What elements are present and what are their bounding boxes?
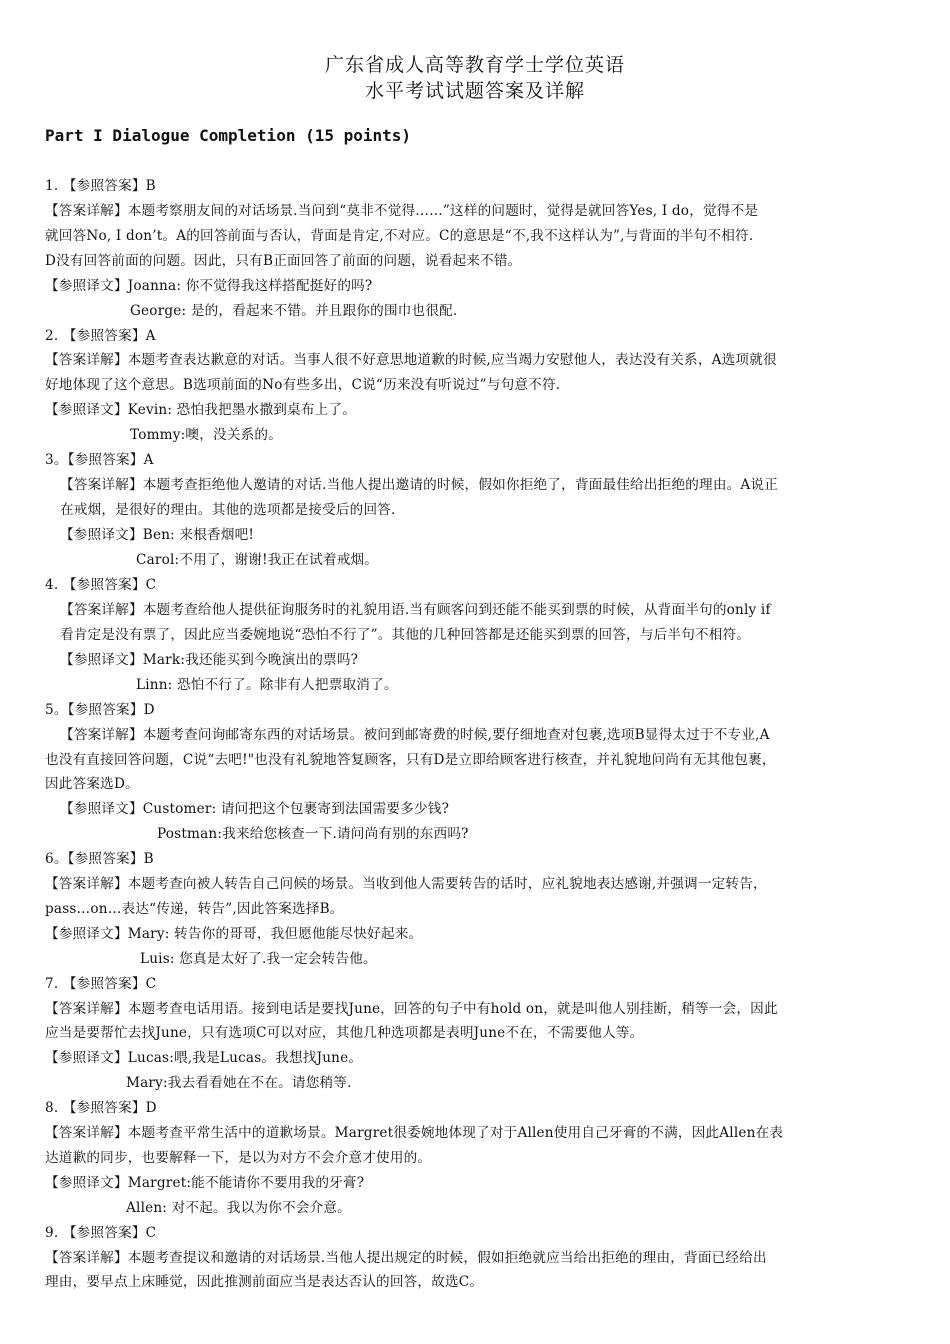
text-line: 【答案详解】本题考查平常生活中的道歉场景。Margret很委婉地体现了对于Allen使用自己牙膏的不满，因此Allen在表 xyxy=(45,1125,784,1141)
document-title-line-1: 广东省成人高等教育学士学位英语 xyxy=(324,54,625,76)
text-line: 【答案详解】本题考查提议和邀请的对话场景.当他人提出规定的时候，假如拒绝就应当给出拒绝的理由，背面已经给出 xyxy=(45,1250,767,1266)
text-line: 6。【参照答案】B xyxy=(45,851,154,867)
text-line: Luis: 您真是太好了.我一定会转告他。 xyxy=(140,951,377,967)
text-line: 【参照译文】Mark:我还能买到今晚演出的票吗? xyxy=(60,652,359,668)
text-line: 【参照译文】Lucas:喂,我是Lucas。我想找June。 xyxy=(45,1050,363,1066)
text-line: 好地体现了这个意思。B选项前面的No有些多出，C说“历来没有听说过”与句意不符. xyxy=(45,377,561,393)
text-line: 【答案详解】本题考查表达歉意的对话。当事人很不好意思地道歉的时候,应当竭力安慰他人，表达没有关系，A选项就很 xyxy=(45,352,777,368)
text-line: 【答案详解】本题考查向被人转告自己问候的场景。当收到他人需要转告的话时，应礼貌地表达感谢,并强调一定转告， xyxy=(45,876,767,892)
text-line: 【参照译文】Mary: 转告你的哥哥，我但愿他能尽快好起来。 xyxy=(45,926,423,942)
text-line: 1. 【参照答案】B xyxy=(45,178,156,194)
text-line: 【答案详解】本题考查拒绝他人邀请的对话.当他人提出邀请的时候，假如你拒绝了，背面最佳给出拒绝的理由。A说正 xyxy=(60,477,779,493)
text-line: 也没有直接回答问题，C说“去吧!"也没有礼貌地答复顾客，只有D是立即给顾客进行核查，并礼貌地问尚有无其他包裹， xyxy=(45,752,776,768)
text-line: 【参照译文】Ben: 来根香烟吧! xyxy=(60,527,255,543)
document-title-line-2: 水平考试试题答案及详解 xyxy=(364,80,585,102)
text-line: 【参照译文】Joanna: 你不觉得我这样搭配挺好的吗? xyxy=(45,278,373,294)
text-line: 就回答No, I don’t。A的回答前面与否认，背面是肯定,不对应。C的意思是“不,我不这样认为”,与背面的半句不相符. xyxy=(45,228,754,244)
text-line: 应当是要帮忙去找June，只有选项C可以对应，其他几种选项都是表明June不在，不需要他人等。 xyxy=(45,1025,644,1041)
text-line: 3。【参照答案】A xyxy=(45,452,154,468)
text-line: 【答案详解】本题考查给他人提供征询服务时的礼貌用语.当有顾客问到还能不能买到票的时候，从背面半句的only if xyxy=(60,602,771,618)
text-line: 在戒烟，是很好的理由。其他的选项都是接受后的回答. xyxy=(60,502,396,518)
text-line: Tommy:噢，没关系的。 xyxy=(130,427,282,443)
text-line: George: 是的，看起来不错。并且跟你的围巾也很配. xyxy=(130,303,458,319)
text-line: 看肯定是没有票了，因此应当委婉地说“恐怕不行了”。其他的几种回答都是还能买到票的回答，与后半句不相符。 xyxy=(60,627,751,643)
text-line: Allen: 对不起。我以为你不会介意。 xyxy=(126,1200,351,1216)
text-line: 2. 【参照答案】A xyxy=(45,328,156,344)
text-line: pass…on…表达“传递，转告”,因此答案选择B。 xyxy=(45,901,344,917)
text-line: 【参照译文】Margret:能不能请你不要用我的牙膏? xyxy=(45,1175,365,1191)
text-line: 【答案详解】本题考查问询邮寄东西的对话场景。被问到邮寄费的时候,要仔细地查对包裹,选项B显得太过于不专业,A xyxy=(60,727,770,743)
text-line: Carol:不用了，谢谢!我正在试着戒烟。 xyxy=(136,552,379,568)
text-line: 9. 【参照答案】C xyxy=(45,1225,157,1241)
text-line: 【参照译文】Customer: 请问把这个包裹寄到法国需要多少钱? xyxy=(60,801,450,817)
text-line: 因此答案选D。 xyxy=(45,776,139,792)
text-line: 7. 【参照答案】C xyxy=(45,976,157,992)
text-line: 【答案详解】本题考察朋友间的对话场景.当问到“莫非不觉得……”这样的问题时，觉得是就回答Yes, I do，觉得不是 xyxy=(45,203,759,219)
text-line: 达道歉的同步，也要解释一下，是以为对方不会介意才使用的。 xyxy=(45,1150,432,1166)
text-line: 【答案详解】本题考查电话用语。接到电话是要找June，回答的句子中有hold on，就是叫他人别挂断，稍等一会，因此 xyxy=(45,1001,778,1017)
text-line: Linn: 恐怕不行了。除非有人把票取消了。 xyxy=(136,677,398,693)
part-heading: Part I Dialogue Completion (15 points) xyxy=(45,126,412,145)
text-line: D没有回答前面的问题。因此，只有B正面回答了前面的问题，说看起来不错。 xyxy=(45,253,522,269)
text-line: 4. 【参照答案】C xyxy=(45,577,157,593)
text-line: 【参照译文】Kevin: 恐怕我把墨水撒到桌布上了。 xyxy=(45,402,356,418)
text-line: Postman:我来给您核查一下.请问尚有别的东西吗? xyxy=(157,826,469,842)
text-line: 5。【参照答案】D xyxy=(45,702,155,718)
text-line: Mary:我去看看她在不在。请您稍等. xyxy=(126,1075,352,1091)
text-line: 理由，要早点上床睡觉，因此推测前面应当是表达否认的回答，故选C。 xyxy=(45,1274,484,1290)
text-line: 8. 【参照答案】D xyxy=(45,1100,157,1116)
